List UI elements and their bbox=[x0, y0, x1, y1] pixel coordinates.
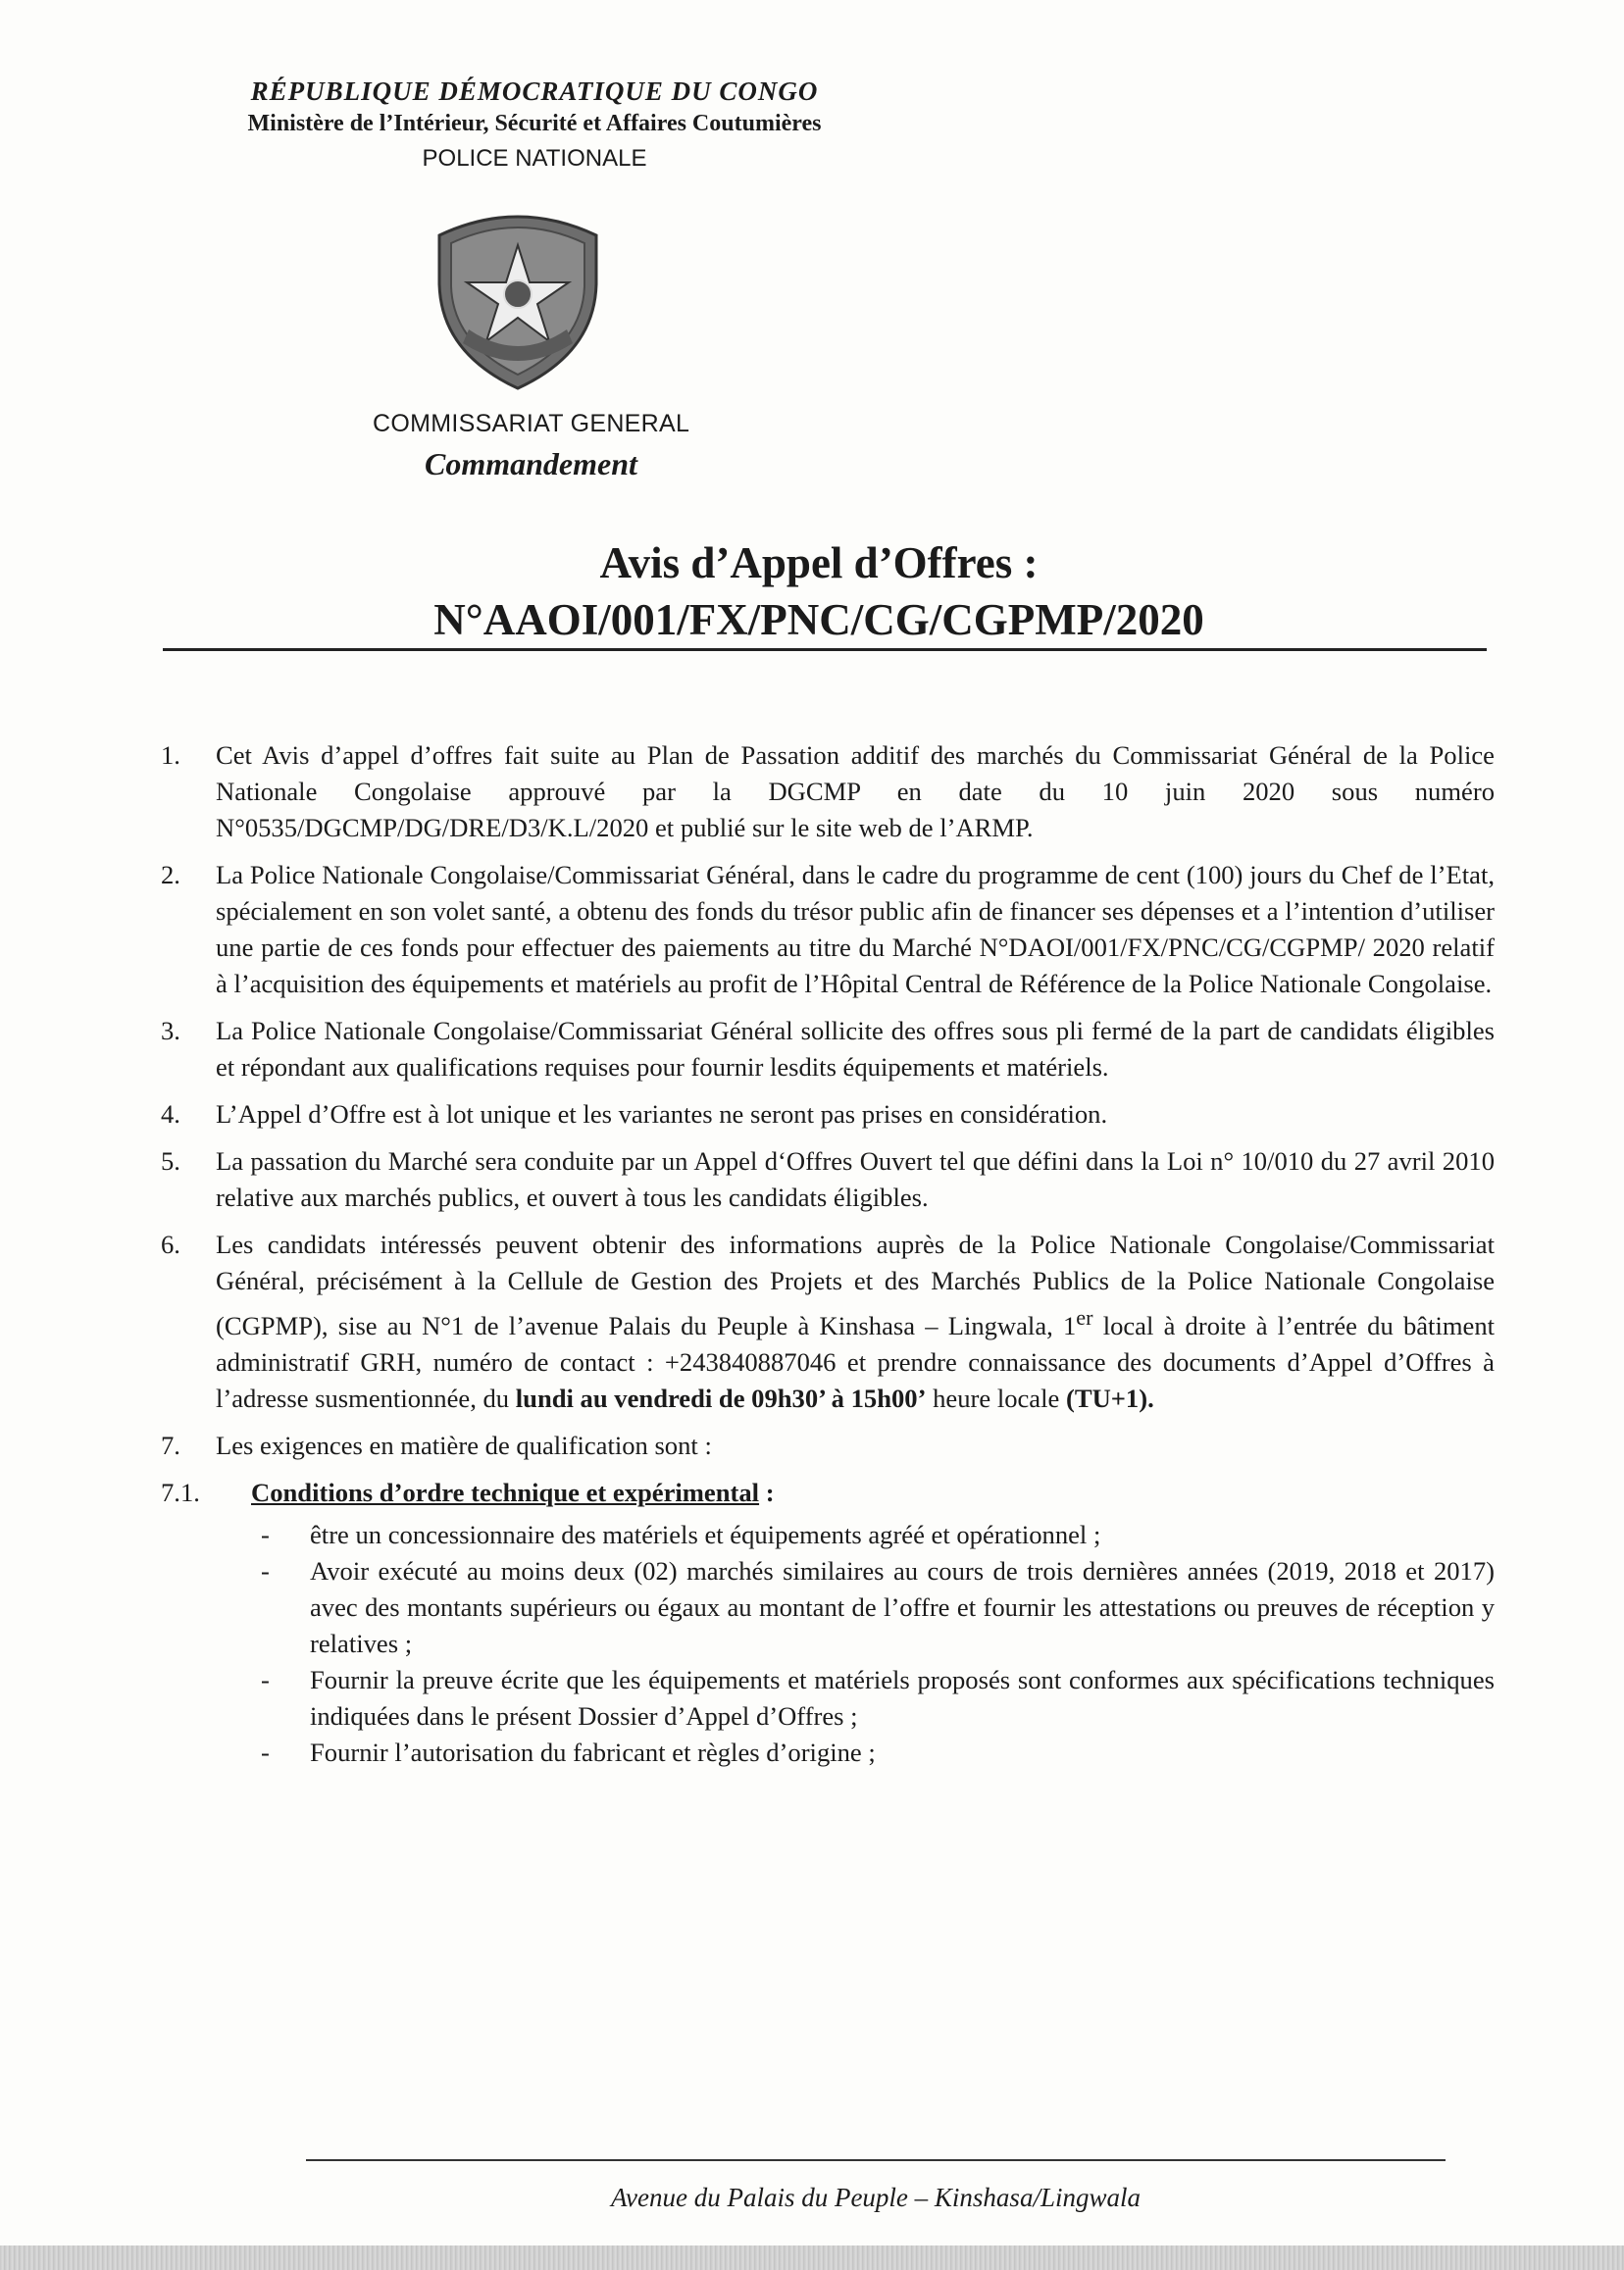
requirement-text: Fournir l’autorisation du fabricant et règles d’origine ; bbox=[310, 1737, 876, 1767]
list-item bbox=[161, 737, 1495, 846]
list-item bbox=[161, 1143, 1495, 1216]
item-text: La passation du Marché sera conduite par un Appel d‘Offres Ouvert tel que défini dans la Loi n° 10/010 du 27 avril 2010 relative aux marchés publics, et ouvert à tous les candidats éligibles. bbox=[216, 1146, 1495, 1212]
timezone: (TU+1). bbox=[1065, 1383, 1154, 1413]
item-number: 3. bbox=[161, 1016, 180, 1045]
item-text: La Police Nationale Congolaise/Commissariat Général sollicite des offres sous pli fermé de la part de candidats éligibles et répondant aux qualifications requises pour fournir lesdits équipements et matériels. bbox=[216, 1016, 1495, 1082]
requirement-item bbox=[261, 1517, 1495, 1553]
section-title-colon: : bbox=[759, 1477, 775, 1507]
requirement-text: Fournir la preuve écrite que les équipements et matériels proposés sont conformes aux spécifications techniques indiquées dans le présent Dossier d’Appel d’Offres ; bbox=[310, 1664, 1495, 1731]
footer-divider bbox=[306, 2159, 1446, 2161]
list-item bbox=[161, 1096, 1495, 1133]
list-item bbox=[161, 857, 1495, 1002]
list-item bbox=[161, 1227, 1495, 1417]
office-hours: lundi au vendredi de 09h30’ à 15h00’ bbox=[515, 1383, 927, 1413]
list-item bbox=[161, 1013, 1495, 1085]
ministry-name: Ministère de l’Intérieur, Sécurité et Affaires Coutumières bbox=[247, 111, 822, 136]
item-text: Les exigences en matière de qualification sont : bbox=[216, 1430, 712, 1460]
section-number: 7.1. bbox=[161, 1477, 200, 1507]
item-text: La Police Nationale Congolaise/Commissariat Général, dans le cadre du programme de cent (100) jours du Chef de l’Etat, spécialement en son volet santé, a obtenu des fonds du trésor public afin de financer ses dépenses et a l’intention d’utiliser une partie de ces fonds pour effectuer des paiements au titre du Marché N°DAOI/001/FX/PNC/CG/CGPMP/ 2020 relatif à l’acquisition des équipements et matériels au profit de l’Hôpital Central de Référence de la Police Nationale Congolaise. bbox=[216, 860, 1495, 998]
requirements-list bbox=[161, 1517, 1495, 1771]
dash-marker: - bbox=[261, 1737, 270, 1767]
item-number: 1. bbox=[161, 740, 180, 770]
requirement-text: Avoir exécuté au moins deux (02) marchés similaires au cours de trois dernières années (2019, 2018 et 2017) avec des montants supérieurs ou égaux au montant de l’offre et fournir les attestations ou preuves de réception y relatives ; bbox=[310, 1555, 1495, 1658]
notice-title bbox=[162, 534, 1476, 648]
item-number: 6. bbox=[161, 1230, 180, 1259]
title-underline bbox=[163, 648, 1487, 651]
item-text-part: Les candidats intéressés peuvent obtenir des informations auprès de la Police Nationale Congolaise/Commissariat Général, précisément à la Cellule de Gestion des Projets et des Marchés Publics de la Police Nationale Congolaise (CGPMP), sise au N°1 de l’avenue Palais du Peuple à Kinshasa – Lingwala, 1 bbox=[216, 1230, 1495, 1340]
item-number: 4. bbox=[161, 1099, 180, 1129]
item-text bbox=[216, 1227, 1495, 1417]
dash-marker: - bbox=[261, 1555, 270, 1586]
section-heading bbox=[161, 1475, 1495, 1511]
requirement-item bbox=[261, 1735, 1495, 1771]
item-text-part: local à droite à l’entrée du bâtiment administratif GRH, numéro de contact : +243840887046 et prendre connaissance des documents d’Appel d’Offres à l’adresse susmentionnée, du bbox=[216, 1310, 1496, 1413]
requirement-item bbox=[261, 1662, 1495, 1735]
republic-name: RÉPUBLIQUE DÉMOCRATIQUE DU CONGO bbox=[250, 76, 819, 106]
notice-reference: N°AAOI/001/FX/PNC/CG/CGPMP/2020 bbox=[433, 595, 1204, 644]
item-text: L’Appel d’Offre est à lot unique et les variantes ne seront pas prises en considération. bbox=[216, 1099, 1108, 1129]
scan-edge bbox=[0, 2245, 1624, 2270]
dash-marker: - bbox=[261, 1664, 270, 1694]
item-number: 2. bbox=[161, 860, 180, 889]
dash-marker: - bbox=[261, 1519, 270, 1549]
requirement-item bbox=[261, 1553, 1495, 1662]
footer-address: Avenue du Palais du Peuple – Kinshasa/Lingwala bbox=[611, 2183, 1141, 2212]
section-title-text: Conditions d’ordre technique et expérimental bbox=[251, 1477, 760, 1507]
item-number: 7. bbox=[161, 1430, 180, 1460]
notice-body bbox=[161, 737, 1495, 1771]
notice-title-line1: Avis d’Appel d’Offres : bbox=[599, 538, 1039, 587]
commissariat-general: COMMISSARIAT GENERAL bbox=[373, 410, 690, 437]
letterhead bbox=[147, 76, 922, 173]
list-item bbox=[161, 1428, 1495, 1464]
item-number: 5. bbox=[161, 1146, 180, 1176]
item-text: Cet Avis d’appel d’offres fait suite au Plan de Passation additif des marchés du Commissariat Général de la Police Nationale Congolaise approuvé par la DGCMP en date du 10 juin 2020 sous numéro N°0535/DGCMP/DG/DRE/D3/K.L/2020 et publié sur le site web de l’ARMP. bbox=[216, 740, 1495, 842]
commandement: Commandement bbox=[425, 446, 637, 481]
requirement-text: être un concessionnaire des matériels et équipements agréé et opérationnel ; bbox=[310, 1519, 1101, 1549]
section-title bbox=[251, 1475, 775, 1511]
item-text-part: heure locale bbox=[926, 1383, 1066, 1413]
police-name: POLICE NATIONALE bbox=[422, 145, 647, 172]
superscript-er: er bbox=[1076, 1305, 1093, 1330]
police-shield-icon bbox=[430, 206, 606, 392]
